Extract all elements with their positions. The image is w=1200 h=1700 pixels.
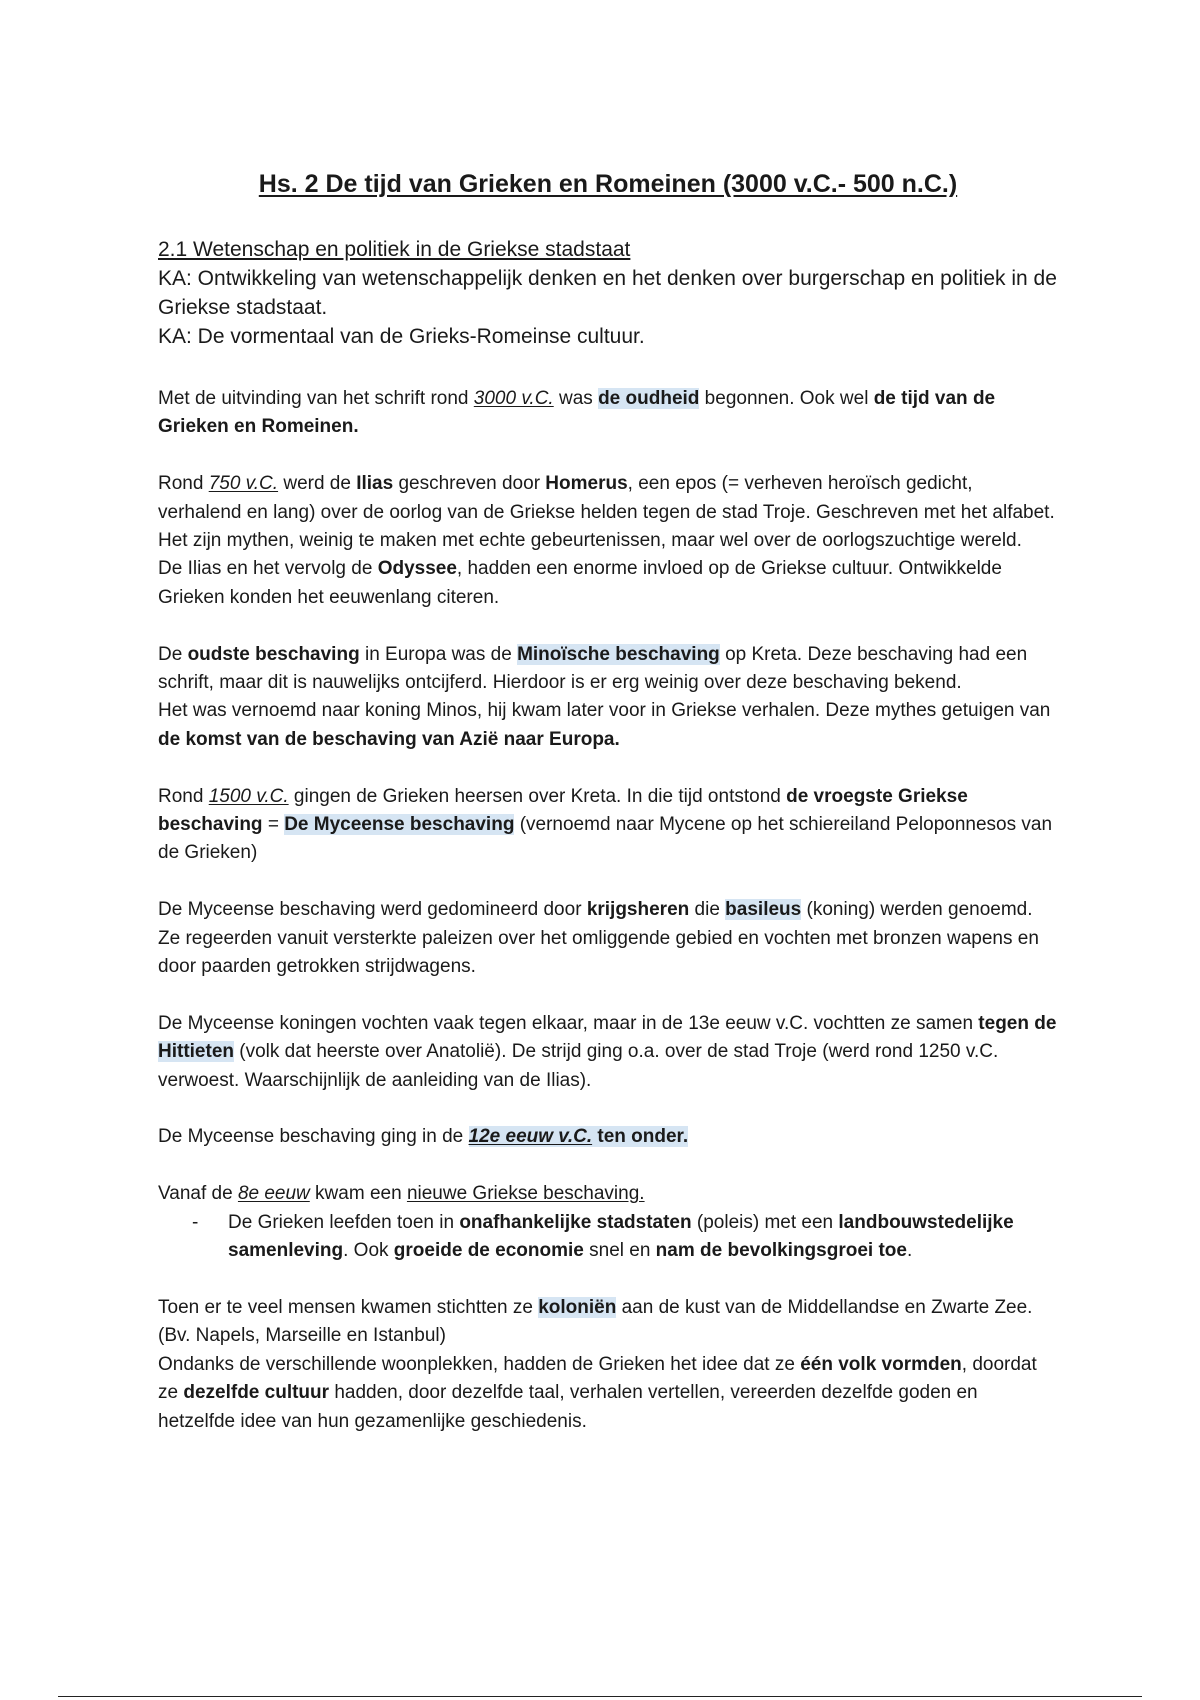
paragraph-kolonien: Toen er te veel mensen kwamen stichtten ze koloniën aan de kust van de Middellandse en Zwarte Zee. (Bv. Napels, Marseille en Istanbul)	[158, 1296, 1033, 1347]
highlight-minoisch: Minoïsche beschaving	[517, 643, 720, 665]
paragraph-ondergang: De Myceense beschaving ging in de 12e eeuw v.C. ten onder.	[158, 1126, 689, 1148]
paragraph-een-volk: Ondanks de verschillende woonplekken, hadden de Grieken het idee dat ze één volk vormden, doordat ze dezelfde cultuur hadden, door dezelfde taal, verhalen vertellen, vereerden dezelfde goden en hetzelfde idee van hun gezamenlijke geschiedenis.	[158, 1353, 1037, 1432]
section-intro	[158, 235, 1058, 351]
paragraph-odyssee: De Ilias en het vervolg de Odyssee, hadden een enorme invloed op de Griekse cultuur. Ontwikkelde Grieken konden het eeuwenlang citeren.	[158, 558, 1002, 608]
date-12e-eeuw: 12e eeuw v.C.	[468, 1126, 593, 1148]
paragraph-myceens: Rond 1500 v.C. gingen de Grieken heersen over Kreta. In die tijd ontstond de vroegste Griekse beschaving = De Myceense beschaving (vernoemd naar Mycene op het schiereiland Peloponnesos van de Grieken)	[158, 785, 1053, 864]
highlight-kolonien: koloniën	[538, 1296, 617, 1318]
section-heading: 2.1 Wetenschap en politiek in de Griekse stadstaat	[158, 238, 631, 261]
highlight-oudheid: de oudheid	[598, 388, 700, 409]
ka-line-2: KA: De vormentaal van de Grieks-Romeinse cultuur.	[158, 325, 645, 348]
paragraph-hittieten: De Myceense koningen vochten vaak tegen elkaar, maar in de 13e eeuw v.C. vochtten ze samen tegen de Hittieten (volk dat heerste over Anatolië). De strijd ging o.a. over de stad Troje (werd rond 1250 v.C. verwoest. Waarschijnlijk de aanleiding van de Ilias).	[158, 1012, 1057, 1091]
date-1500: 1500 v.C.	[208, 785, 289, 807]
body-text	[158, 385, 1058, 1436]
list-item: - De Grieken leefden toen in onafhankelijke stadstaten (poleis) met een landbouwstedelijke samenleving. Ook groeide de economie snel en nam de bevolkingsgroei toe.	[158, 1209, 1058, 1266]
paragraph-krijgsheren: De Myceense beschaving werd gedomineerd door krijgsheren die basileus (koning) werden genoemd. Ze regeerden vanuit versterkte paleizen over het omliggende gebied en vochten met bronzen wapens en door paarden getrokken strijdwagens.	[158, 899, 1039, 978]
highlight-myceens: De Myceense beschaving	[284, 814, 515, 836]
page-title: Hs. 2 De tijd van Grieken en Romeinen (3000 v.C.- 500 n.C.)	[258, 170, 958, 198]
highlight-hittieten: Hittieten	[158, 1041, 234, 1063]
paragraph-minoisch: De oudste beschaving in Europa was de Minoïsche beschaving op Kreta. Deze beschaving had een schrift, maar dit is nauwelijks ontcijferd. Hierdoor is er erg weinig over deze beschaving bekend.	[158, 643, 1028, 694]
date-3000: 3000 v.C.	[473, 388, 554, 409]
paragraph-nieuwe-beschaving: Vanaf de 8e eeuw kwam een nieuwe Griekse beschaving.	[158, 1183, 645, 1205]
date-750: 750 v.C.	[208, 473, 279, 495]
paragraph-minos: Het was vernoemd naar koning Minos, hij kwam later voor in Griekse verhalen. Deze mythes getuigen van de komst van de beschaving van Azië naar Europa.	[158, 700, 1051, 750]
highlight-basileus: basileus	[725, 899, 802, 921]
footer-divider	[58, 1696, 1142, 1697]
bullet-list	[158, 1209, 1058, 1266]
date-8e-eeuw: 8e eeuw	[237, 1183, 310, 1205]
paragraph-oudheid: Met de uitvinding van het schrift rond 3000 v.C. was de oudheid begonnen. Ook wel de tijd van de Grieken en Romeinen.	[158, 388, 996, 438]
paragraph-ilias: Rond 750 v.C. werd de Ilias geschreven door Homerus, een epos (= verheven heroïsch gedicht, verhalend en lang) over de oorlog van de Griekse helden tegen de stad Troje. Geschreven met het alfabet. Het zijn mythen, weinig te maken met echte gebeurtenissen, maar wel over de oorlogszuchtige wereld.	[158, 473, 1055, 552]
ka-line-1: KA: Ontwikkeling van wetenschappelijk denken en het denken over burgerschap en politiek in de Griekse stadstaat.	[158, 267, 1057, 319]
